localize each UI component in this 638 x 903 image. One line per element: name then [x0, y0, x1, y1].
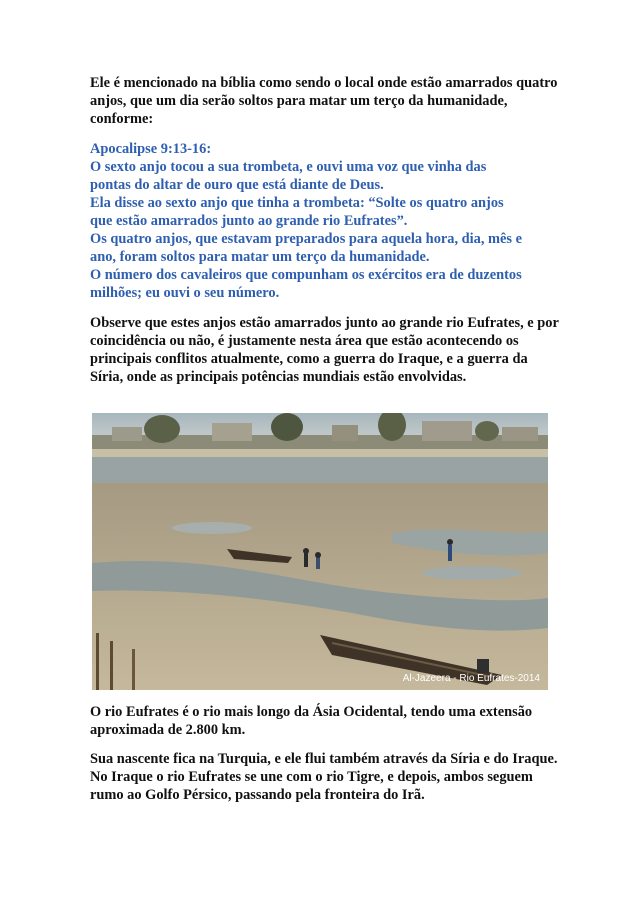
intro-paragraph: Ele é mencionado na bíblia como sendo o local onde estão amarrados quatro anjos, que um dia serão soltos para matar um terço da humanidade, conforme:: [90, 75, 558, 127]
verse-line: Os quatro anjos, que estavam preparados para aquela hora, dia, mês e: [90, 231, 523, 247]
verse-line: que estão amarrados junto ao grande rio Eufrates”.: [90, 213, 408, 229]
river-length-paragraph: O rio Eufrates é o rio mais longo da Ásia Ocidental, tendo uma extensão aproximada de 2.800 km.: [90, 704, 533, 738]
bible-verse: [90, 140, 560, 302]
photo-caption: Al-Jazeera - Rio Eufrates-2014: [402, 673, 540, 684]
verse-line: Ela disse ao sexto anjo que tinha a trombeta: “Solte os quatro anjos: [90, 195, 504, 211]
river-course-paragraph: Sua nascente fica na Turquia, e ele flui também através da Síria e do Iraque. No Iraque o rio Eufrates se une com o rio Tigre, e depois, ambos seguem rumo ao Golfo Pérsico, passando pela fronteira do Irã.: [90, 751, 558, 803]
observation-paragraph: Observe que estes anjos estão amarrados junto ao grande rio Eufrates, e por coincidência ou não, é justamente nesta área que estão acontecendo os principais conflitos atualmente, como a guerra do Iraque, e a guerra da Síria, onde as principais potências mundiais estão envolvidas.: [90, 315, 559, 385]
verse-line: O número dos cavaleiros que compunham os exércitos era de duzentos: [90, 267, 522, 283]
verse-line: ano, foram soltos para matar um terço da humanidade.: [90, 249, 430, 265]
river-scene-illustration: [92, 413, 548, 690]
verse-line: milhões; eu ouvi o seu número.: [90, 285, 280, 301]
verse-line: O sexto anjo tocou a sua trombeta, e ouvi uma voz que vinha das: [90, 159, 487, 175]
verse-reference: Apocalipse 9:13-16:: [90, 141, 212, 157]
verse-line: pontas do altar de ouro que está diante de Deus.: [90, 177, 384, 193]
euphrates-river-photo: [92, 413, 548, 690]
